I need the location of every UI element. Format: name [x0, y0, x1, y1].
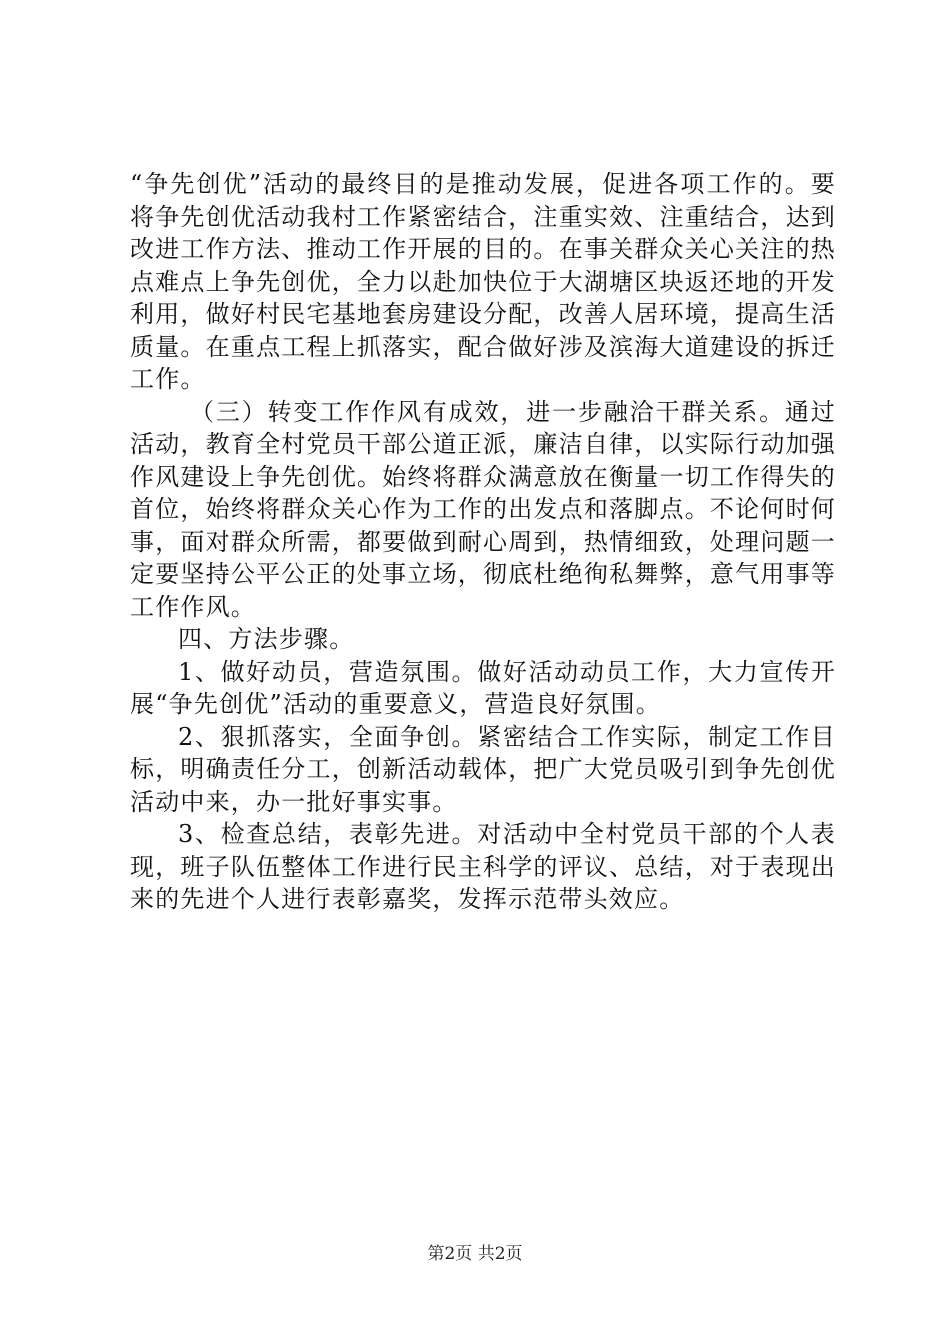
paragraph-development-goal: “争先创优”活动的最终目的是推动发展，促进各项工作的。要将争先创优活动我村工作紧密结合，注重实效、注重结合，达到改进工作方法、推动工作开展的目的。在事关群众关心关注的热点难点上争先创优，全力以赴加快位于大湖塘区块返还地的开发利用，做好村民宅基地套房建设分配，改善人居环境，提高生活质量。在重点工程上抓落实，配合做好涉及滨海大道建设的拆迁工作。	[130, 170, 836, 393]
page-footer: 第2页 共2页	[427, 1244, 523, 1264]
section-heading-method-steps: 四、方法步骤。	[178, 625, 355, 653]
paragraph-step-1: 1、做好动员，营造氛围。做好活动动员工作，大力宣传开展“争先创优”活动的重要意义，营造良好氛围。	[130, 657, 836, 718]
document-body	[130, 168, 836, 916]
paragraph-step-2: 2、狠抓落实，全面争创。紧密结合工作实际，制定工作目标，明确责任分工，创新活动载体，把广大党员吸引到争先创优活动中来，办一批好事实事。	[130, 722, 836, 816]
paragraph-work-style: （三）转变工作作风有成效，进一步融洽干群关系。通过活动，教育全村党员干部公道正派，廉洁自律，以实际行动加强作风建设上争先创优。始终将群众满意放在衡量一切工作得失的首位，始终将群众关心作为工作的出发点和落脚点。不论何时何事，面对群众所需，都要做到耐心周到，热情细致，处理问题一定要坚持公平公正的处事立场，彻底杜绝徇私舞弊，意气用事等工作作风。	[130, 397, 836, 621]
paragraph-step-3: 3、检查总结，表彰先进。对活动中全村党员干部的个人表现，班子队伍整体工作进行民主科学的评议、总结，对于表现出来的先进个人进行表彰嘉奖，发挥示范带头效应。	[130, 820, 836, 913]
